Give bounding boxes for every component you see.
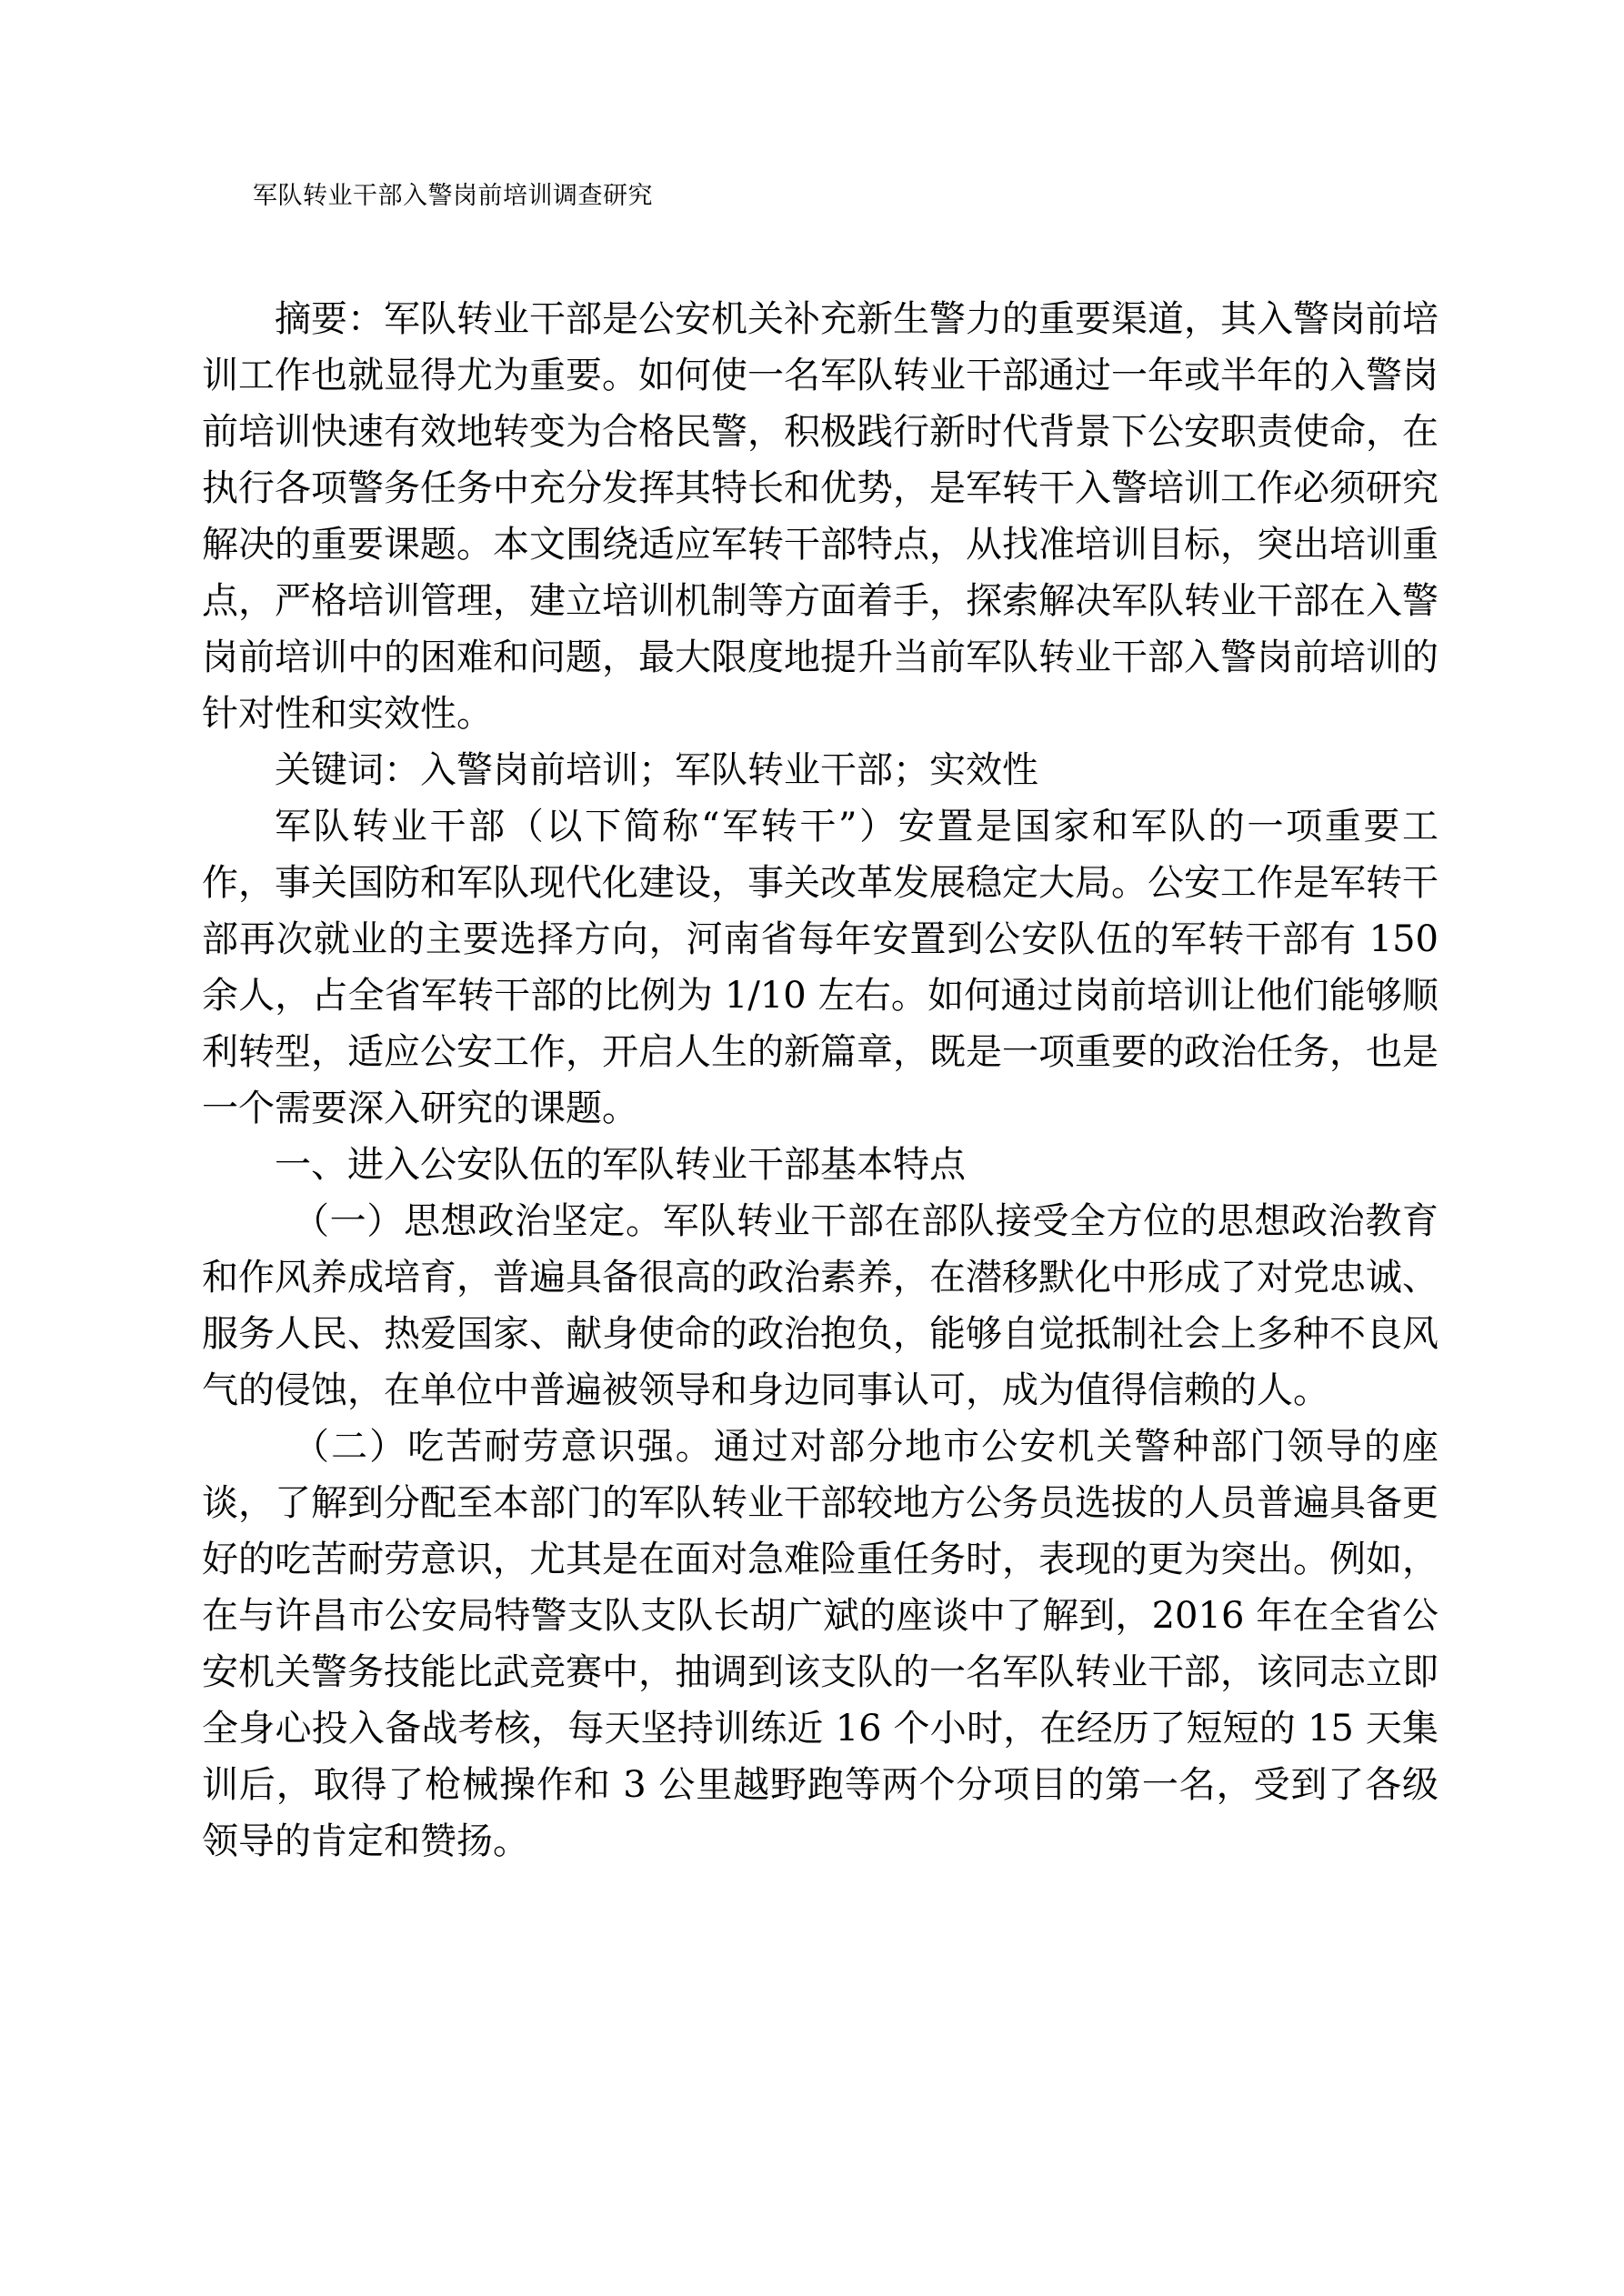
subsection-paragraph-2: （二）吃苦耐劳意识强。通过对部分地市公安机关警种部门领导的座谈，了解到分配至本部门的军队转业干部较地方公务员选拔的人员普遍具备更好的吃苦耐劳意识，尤其是在面对急难险重任务时，表现的更为突出。例如，在与许昌市公安局特警支队支队长胡广斌的座谈中了解到，2016 年在全省公安机关警务技能比武竞赛中，抽调到该支队的一名军队转业干部，该同志立即全身心投入备战考核，每天坚持训练近 16 个小时，在经历了短短的 15 天集训后，取得了枪械操作和 3 公里越野跑等两个分项目的第一名，受到了各级领导的肯定和赞扬。 <box>202 1426 1439 1862</box>
document-body <box>202 291 1439 1870</box>
section-heading: 一、进入公安队伍的军队转业干部基本特点 <box>275 1144 966 1186</box>
subsection-paragraph-1: （一）思想政治坚定。军队转业干部在部队接受全方位的思想政治教育和作风养成培育，普遍具备很高的政治素养，在潜移默化中形成了对党忠诚、服务人民、热爱国家、献身使命的政治抱负，能够自觉抵制社会上多种不良风气的侵蚀，在单位中普遍被领导和身边同事认可，成为值得信赖的人。 <box>202 1200 1439 1411</box>
intro-paragraph: 军队转业干部（以下简称“军转干”）安置是国家和军队的一项重要工作，事关国防和军队现代化建设，事关改革发展稳定大局。公安工作是军转干部再次就业的主要选择方向，河南省每年安置到公安队伍的军转干部有 150 余人，占全省军转干部的比例为 1/10 左右。如何通过岗前培训让他们能够顺利转型，适应公安工作，开启人生的新篇章，既是一项重要的政治任务，也是一个需要深入研究的课题。 <box>202 806 1439 1129</box>
running-title: 军队转业干部入警岗前培训调查研究 <box>253 182 653 210</box>
keywords-paragraph: 关键词：入警岗前培训；军队转业干部；实效性 <box>275 749 1038 791</box>
abstract-paragraph: 摘要：军队转业干部是公安机关补充新生警力的重要渠道，其入警岗前培训工作也就显得尤为重要。如何使一名军队转业干部通过一年或半年的入警岗前培训快速有效地转变为合格民警，积极践行新时代背景下公安职责使命，在执行各项警务任务中充分发挥其特长和优势，是军转干入警培训工作必须研究解决的重要课题。本文围绕适应军转干部特点，从找准培训目标，突出培训重点，严格培训管理，建立培训机制等方面着手，探索解决军队转业干部在入警岗前培训中的困难和问题，最大限度地提升当前军队转业干部入警岗前培训的针对性和实效性。 <box>202 298 1439 735</box>
